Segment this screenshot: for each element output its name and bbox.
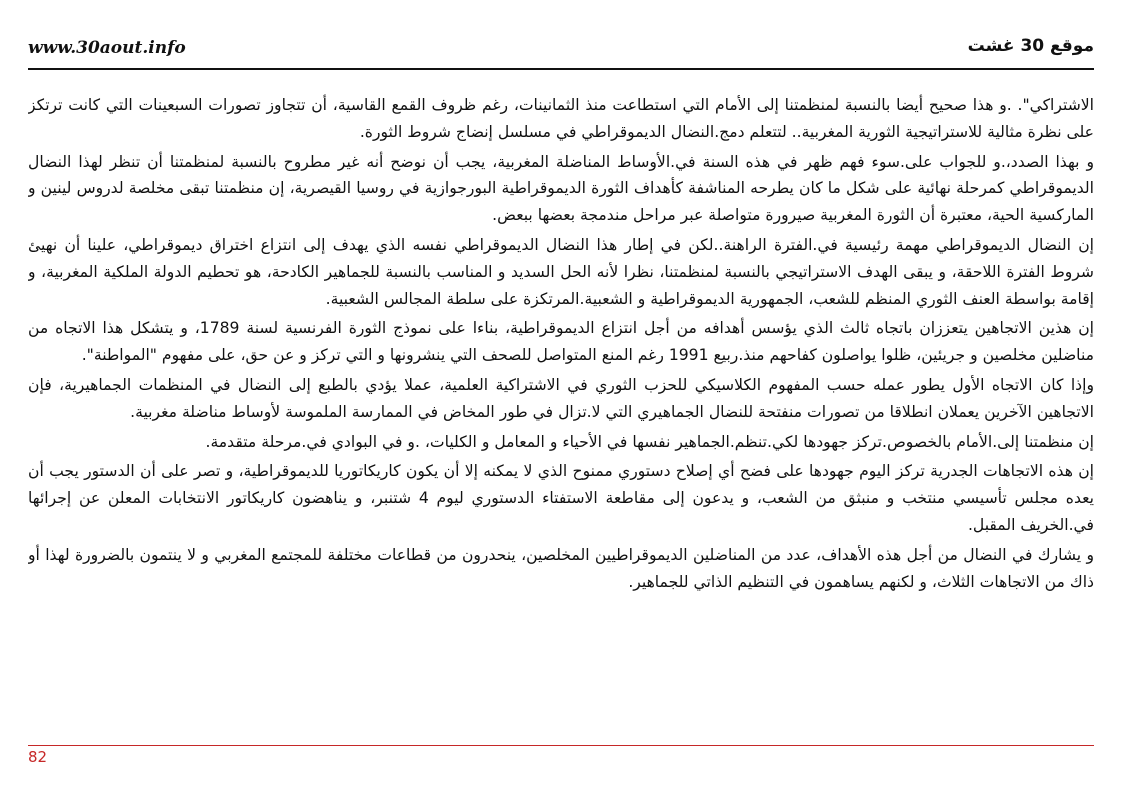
footer-divider [28,745,1094,746]
paragraph: إن هذين الاتجاهين يتعززان باتجاه ثالث الذي يؤسس أهدافه من أجل انتزاع الديموقراطية، بناءا على نموذج الثورة الفرنسية لسنة 1789، و يتشكل هذا الاتجاه من مناضلين مخلصين و جريئين، ظلوا يواصلون كفاحهم منذ.ربيع 1991 رغم المنع المتواصل للصحف التي ينشرونها و التي تركز و عن حق، على مفهوم "المواطنة". [28,319,1094,365]
paragraph: إن منظمتنا إلى.الأمام بالخصوص.تركز جهودها لكي.تنظم.الجماهير نفسها في الأحياء و المعامل و الكليات، .و في البوادي في.مرحلة متقدمة. [205,432,1094,451]
site-name: موقع 30 غشت [967,36,1094,56]
site-url: www.30aout.info [28,38,186,58]
header-divider [28,68,1094,70]
page-number: 82 [28,748,48,766]
paragraph: وإذا كان الاتجاه الأول يطور عمله حسب المفهوم الكلاسيكي للحزب الثوري في الاشتراكية العلمية، عملا يؤدي بالطبع إلى النضال في المنظمات الجماهيرية، فإن الاتجاهين الآخرين يعملان انطلاقا من تصورات منفتحة للنضال الجماهيري التي لا.تزال في طور المخاض في الممارسة الملموسة لأوساط مناضلة مغربية. [28,375,1094,421]
paragraph: إن هذه الاتجاهات الجدرية تركز اليوم جهودها على فضح أي إصلاح دستوري ممنوح الذي لا يمكنه إلا أن يكون كاريكاتوريا للديموقراطية، و تصر على أن الدستور يجب أن يعده مجلس تأسيسي منتخب و منبثق من الشعب، و يدعون إلى مقاطعة الاستفتاء الدستوري ليوم 4 شتنبر، و يناهضون كاريكاتور الانتخابات المعلن عن إجرائها في.الخريف المقبل. [28,462,1094,534]
paragraph: الاشتراكي". .و هذا صحيح أيضا بالنسبة لمنظمتنا إلى الأمام التي استطاعت منذ الثمانينات، رغم ظروف القمع القاسية، أن تتجاوز تصورات السبعينات التي كانت ترتكز على نظرة مثالية للاستراتيجية الثورية المغربية.. لتتعلم دمج.النضال الديموقراطي في مسلسل إنضاج شروط الثورة. [28,96,1094,141]
page-header [28,32,1094,62]
paragraph: و بهذا الصدد،.و للجواب على.سوء فهم ظهر في هذه السنة في.الأوساط المناضلة المغربية، يجب أن نوضح أنه غير مطروح بالنسبة لمنظمتنا أن تنظر لهذا النضال الديموقراطي كمرحلة نهائية على شكل ما كان يطرحه المناشفة كأهداف الثورة الديموقراطية البورجوازية في روسيا القيصرية، إن منظمتنا تبقى مخلصة لدروس لينين و الماركسية الحية، معتبرة أن الثورة المغربية صيرورة متواصلة عبر مراحل مندمجة بعضها ببعض. [28,152,1094,225]
paragraph: إن النضال الديموقراطي مهمة رئيسية في.الفترة الراهنة..لكن في إطار هذا النضال الديموقراطي نفسه الذي يهدف إلى انتزاع اختراق ديموقراطي، علينا أن نهيئ شروط الفترة اللاحقة، و يبقى الهدف الاستراتيجي بالنسبة لمنظمتنا، نظرا لأنه الحل السديد و المناسب بالنسبة للجماهير الكادحة، هو تحطيم الدولة الملكية المغربية، و إقامة بواسطة العنف الثوري المنظم للشعب، الجمهورية الديموقراطية و الشعبية.المرتكزة على سلطة المجالس الشعبية. [28,235,1094,308]
article-body [28,92,1094,732]
paragraph: و يشارك في النضال من أجل هذه الأهداف، عدد من المناضلين الديموقراطيين المخلصين، ينحدرون من قطاعات مختلفة للمجتمع المغربي و لا ينتمون بالضرورة لهذا أو ذاك من الاتجاهات الثلاث، و لكنهم يساهمون في التنظيم الذاتي للجماهير. [28,545,1094,591]
